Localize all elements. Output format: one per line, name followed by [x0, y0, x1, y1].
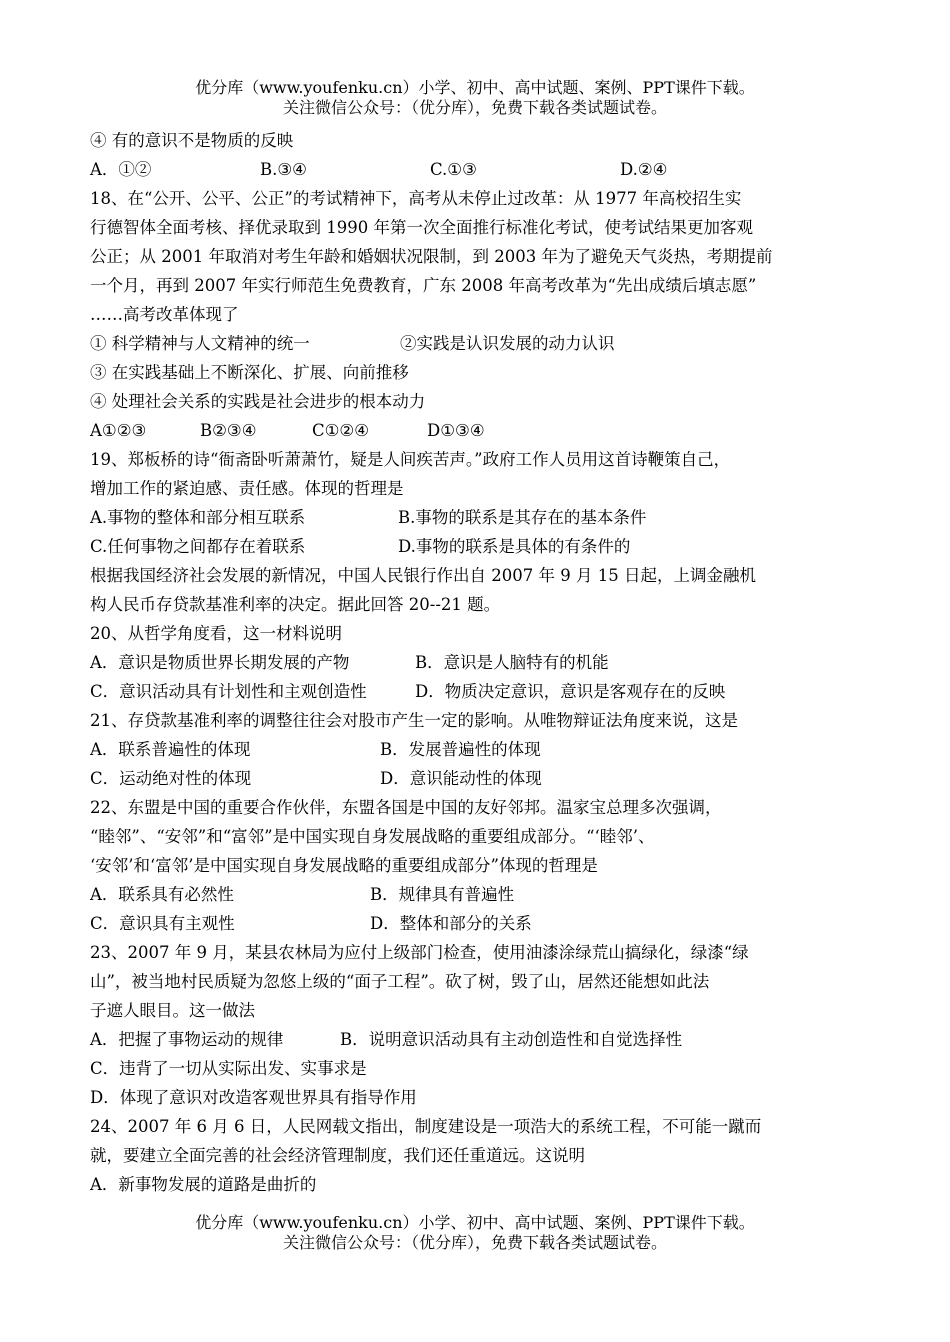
q22-stem-line-1: 22、东盟是中国的重要合作伙伴，东盟各国是中国的友好邻邦。温家宝总理多次强调，	[90, 798, 722, 817]
q17-option-c: C.①③	[430, 160, 477, 179]
q22-stem-line-2: “睦邻”、“安邻”和“富邻”是中国实现自身发展战略的重要组成部分。“‘睦邻’、	[90, 827, 655, 846]
q23-option-d: D．体现了意识对改造客观世界具有指导作用	[90, 1088, 417, 1107]
q19-option-d: D.事物的联系是具体的有条件的	[398, 537, 631, 556]
q18-option-d: D①③④	[427, 421, 485, 440]
q22-option-d: D．整体和部分的关系	[370, 914, 532, 933]
q22-options-cd	[90, 909, 865, 938]
q20-option-b: B．意识是人脑特有的机能	[415, 653, 609, 672]
q18-options	[90, 416, 865, 445]
q22-option-b: B．规律具有普遍性	[370, 885, 515, 904]
q18-option-a: A①②③	[90, 421, 147, 440]
header-line-2: 关注微信公众号：（优分库），免费下载各类试题试卷。	[282, 98, 667, 117]
q18-stem-line-5: ……高考改革体现了	[90, 305, 239, 324]
header-line-1: 优分库（www.youfenku.cn）小学、初中、高中试题、案例、PPT课件下载。	[195, 78, 755, 97]
q20-stem: 20、从哲学角度看，这一材料说明	[90, 624, 342, 643]
q18-item-1: ① 科学精神与人文精神的统一	[90, 334, 310, 353]
q18-stem-line-2: 行德智体全面考核、择优录取到 1990 年第一次全面推行标准化考试，使考试结果更加客观	[90, 218, 753, 237]
q22-stem-line-3: ‘安邻’和‘富邻’是中国实现自身发展战略的重要组成部分”体现的哲理是	[90, 856, 598, 875]
q23-option-a: A．把握了事物运动的规律	[90, 1030, 284, 1049]
q20-option-a: A．意识是物质世界长期发展的产物	[90, 653, 350, 672]
page-footer	[0, 1213, 950, 1253]
q20-options-cd	[90, 677, 865, 706]
q23-stem-line-1: 23、2007 年 9 月，某县农林局为应付上级部门检查，使用油漆涂绿荒山搞绿化，绿漆“绿	[90, 943, 749, 962]
q19-option-b: B.事物的联系是其存在的基本条件	[398, 508, 647, 527]
q17-option-a: A．①②	[90, 160, 152, 179]
q18-option-b: B②③④	[200, 421, 257, 440]
q24-stem-line-1: 24、2007 年 6 月 6 日，人民网载文指出，制度建设是一项浩大的系统工程，不可能一蹴而	[90, 1117, 762, 1136]
q23-stem-line-3: 子遮人眼目。这一做法	[90, 1001, 255, 1020]
q20-option-d: D．物质决定意识，意识是客观存在的反映	[415, 682, 726, 701]
q21-options-ab	[90, 735, 865, 764]
q18-item-4: ④ 处理社会关系的实践是社会进步的根本动力	[90, 392, 426, 411]
document-body	[90, 126, 865, 1199]
material-line-2: 构人民币存贷款基准利率的决定。据此回答 20--21 题。	[90, 595, 501, 614]
q20-options-ab	[90, 648, 865, 677]
q19-option-a: A.事物的整体和部分相互联系	[90, 508, 306, 527]
q23-option-b: B．说明意识活动具有主动创造性和自觉选择性	[340, 1030, 683, 1049]
q17-option-b: B.③④	[260, 160, 307, 179]
q21-option-b: B．发展普遍性的体现	[380, 740, 541, 759]
q18-stem-line-1: 18、在“公开、公平、公正”的考试精神下，高考从未停止过改革：从 1977 年高校招生实	[90, 189, 742, 208]
q23-options-ab	[90, 1025, 865, 1054]
q18-items-1-2	[90, 329, 865, 358]
material-line-1: 根据我国经济社会发展的新情况，中国人民银行作出自 2007 年 9 月 15 日起，上调金融机	[90, 566, 756, 585]
q19-stem-line-2: 增加工作的紧迫感、责任感。体现的哲理是	[90, 479, 404, 498]
q18-option-c: C①②④	[312, 421, 370, 440]
page-header	[0, 78, 950, 118]
q21-option-d: D．意识能动性的体现	[380, 769, 542, 788]
q18-stem-line-4: 一个月，再到 2007 年实行师范生免费教育，广东 2008 年高考改革为“先出成绩后填志愿”	[90, 276, 757, 295]
q17-options	[90, 155, 865, 184]
footer-line-1: 优分库（www.youfenku.cn）小学、初中、高中试题、案例、PPT课件下载。	[195, 1213, 755, 1232]
q18-item-3: ③ 在实践基础上不断深化、扩展、向前推移	[90, 363, 409, 382]
q20-option-c: C．意识活动具有计划性和主观创造性	[90, 682, 367, 701]
q24-stem-line-2: 就，要建立全面完善的社会经济管理制度，我们还任重道远。这说明	[90, 1146, 585, 1165]
q22-option-c: C．意识具有主观性	[90, 914, 235, 933]
q18-item-2: ②实践是认识发展的动力认识	[400, 334, 615, 353]
footer-line-2: 关注微信公众号：（优分库），免费下载各类试题试卷。	[282, 1233, 667, 1252]
q17-option-d: D.②④	[620, 160, 668, 179]
q19-stem-line-1: 19、郑板桥的诗“衙斋卧听萧萧竹，疑是人间疾苦声。”政府工作人员用这首诗鞭策自己，	[90, 450, 731, 469]
q18-stem-line-3: 公正；从 2001 年取消对考生年龄和婚姻状况限制，到 2003 年为了避免天气炎热，考期提前	[90, 247, 773, 266]
q23-stem-line-2: 山”，被当地村民质疑为忽悠上级的“面子工程”。砍了树，毁了山，居然还能想如此法	[90, 972, 710, 991]
q19-option-c: C.任何事物之间都存在着联系	[90, 537, 306, 556]
q19-options-cd	[90, 532, 865, 561]
q23-option-c: C．违背了一切从实际出发、实事求是	[90, 1059, 367, 1078]
q22-option-a: A．联系具有必然性	[90, 885, 234, 904]
q24-option-a: A．新事物发展的道路是曲折的	[90, 1175, 317, 1194]
q21-option-c: C．运动绝对性的体现	[90, 769, 252, 788]
q21-option-a: A．联系普遍性的体现	[90, 740, 251, 759]
q22-options-ab	[90, 880, 865, 909]
q19-options-ab	[90, 503, 865, 532]
q21-stem: 21、存贷款基准利率的调整往往会对股市产生一定的影响。从唯物辩证法角度来说，这是	[90, 711, 738, 730]
q17-item-4: ④ 有的意识不是物质的反映	[90, 131, 294, 150]
q21-options-cd	[90, 764, 865, 793]
